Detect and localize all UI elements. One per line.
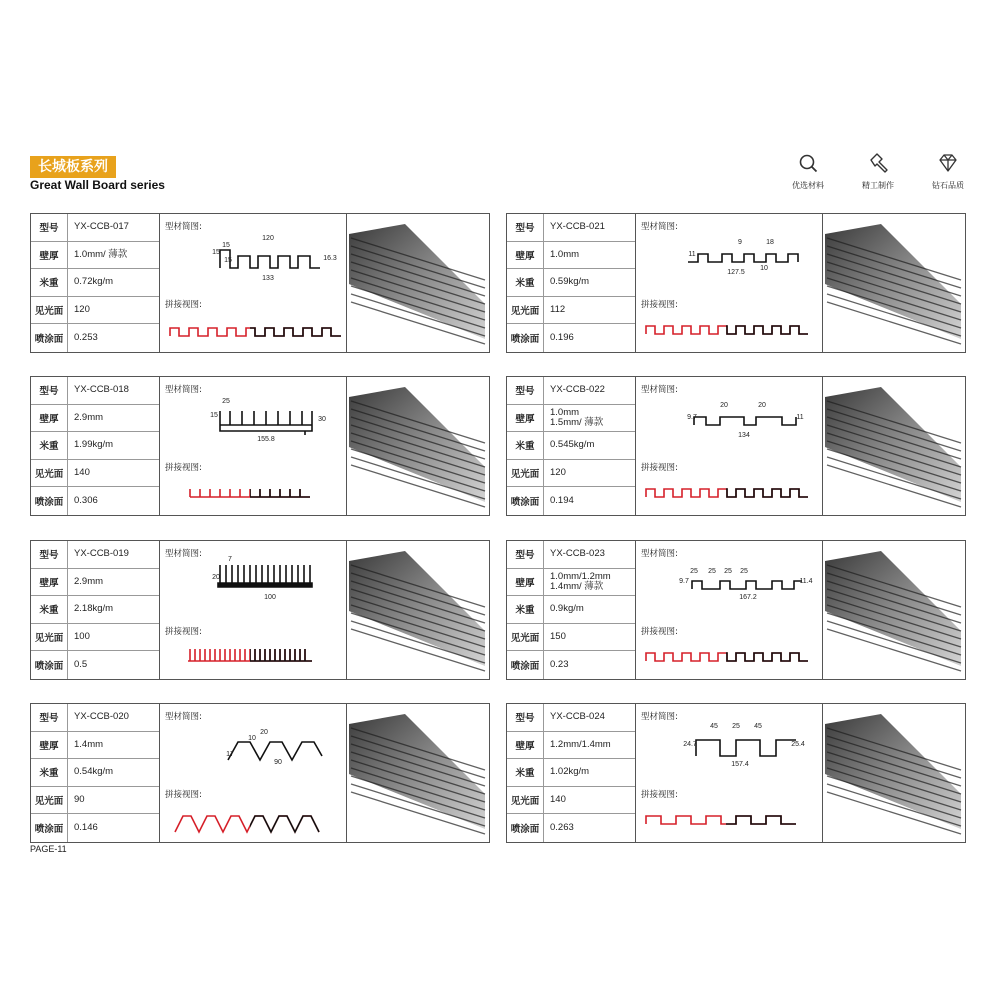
spec-value-sprayed: 0.253 (74, 332, 98, 344)
spec-key: 喷涂面 (507, 651, 544, 679)
spec-row (31, 704, 159, 732)
joint-outline-black (190, 489, 310, 497)
spec-row (507, 214, 635, 242)
spec-value-weight: 2.18kg/m (74, 603, 114, 615)
spec-row (507, 460, 635, 488)
spec-row (31, 541, 159, 569)
spec-key: 壁厚 (31, 242, 68, 269)
dimension-label: 11 (796, 414, 804, 421)
spec-value-model: YX-CCB-021 (550, 221, 605, 233)
dimension-label: 20 (212, 574, 220, 581)
spec-value-model: YX-CCB-019 (74, 548, 129, 560)
product-photo (345, 377, 489, 515)
spec-row (507, 405, 635, 433)
section-outline (220, 411, 312, 435)
spec-row (507, 624, 635, 652)
product-card (30, 703, 490, 843)
profile-drawing (160, 704, 346, 844)
spec-key: 壁厚 (507, 405, 544, 432)
spec-table (507, 377, 636, 515)
joint-drawing (646, 653, 808, 661)
spec-key: 喷涂面 (31, 487, 68, 515)
section-label: 型材简图: (165, 222, 202, 232)
joint-outline-black (175, 816, 319, 832)
spec-value-visible: 112 (550, 304, 566, 316)
profile-diagram (160, 541, 347, 679)
spec-row (507, 269, 635, 297)
spec-value-thickness: 1.4mm (74, 738, 104, 750)
product-card (30, 213, 490, 353)
spec-key: 见光面 (507, 624, 544, 651)
feature-craft (856, 152, 900, 191)
spec-value-model: YX-CCB-017 (74, 221, 129, 233)
spec-row (507, 297, 635, 325)
spec-value-model: YX-CCB-020 (74, 711, 129, 723)
spec-key: 壁厚 (31, 569, 68, 596)
section-drawing (687, 402, 804, 439)
spec-row (507, 541, 635, 569)
spec-row (507, 324, 635, 352)
spec-value-weight: 0.9kg/m (550, 603, 584, 615)
spec-row (31, 324, 159, 352)
section-drawing (683, 723, 805, 768)
spec-row (31, 405, 159, 433)
profile-diagram (636, 541, 823, 679)
dimension-label: 45 (710, 723, 718, 730)
joint-drawing (646, 326, 808, 334)
joint-outline-red (646, 816, 796, 824)
section-label: 型材简图: (165, 712, 202, 722)
spec-value-sprayed: 0.196 (550, 332, 574, 344)
dimension-label: 90 (274, 759, 282, 766)
spec-row (507, 732, 635, 760)
spec-row (507, 759, 635, 787)
profile-diagram (160, 704, 347, 842)
profile-drawing (160, 377, 346, 517)
dimension-label: 133 (262, 275, 274, 282)
dimension-label: 20 (758, 402, 766, 409)
spec-value-model: YX-CCB-022 (550, 384, 605, 396)
spec-key: 米重 (507, 759, 544, 786)
spec-key: 米重 (507, 269, 544, 296)
product-photo (821, 214, 965, 352)
dimension-label: 10 (760, 265, 768, 272)
spec-row (31, 651, 159, 679)
section-label: 型材简图: (165, 385, 202, 395)
dimension-label: 25 (724, 568, 732, 575)
spec-table (31, 214, 160, 352)
spec-key: 见光面 (31, 460, 68, 487)
spec-value-sprayed: 0.263 (550, 822, 574, 834)
spec-row (31, 242, 159, 270)
spec-value-thickness: 1.2mm/1.4mm (550, 738, 611, 750)
spec-value-model: YX-CCB-024 (550, 711, 605, 723)
spec-key: 米重 (31, 432, 68, 459)
section-outline (688, 254, 798, 262)
spec-row (507, 651, 635, 679)
product-card (506, 540, 966, 680)
dimension-label: 11 (688, 251, 696, 258)
spec-row (31, 624, 159, 652)
dimension-label: 18 (766, 239, 774, 246)
series-title-en: Great Wall Board series (30, 178, 165, 192)
spec-row (31, 432, 159, 460)
section-outline (218, 565, 312, 587)
dimension-label: 157.4 (731, 761, 749, 768)
spec-value-visible: 120 (74, 304, 90, 316)
product-photo (345, 541, 489, 679)
product-photo (821, 704, 965, 842)
joint-label: 拼接视图: (641, 463, 678, 473)
profile-diagram (160, 377, 347, 515)
profile-diagram (636, 214, 823, 352)
joint-label: 拼接视图: (165, 463, 202, 473)
dimension-label: 127.5 (727, 269, 745, 276)
section-drawing (212, 235, 337, 282)
spec-value-visible: 100 (74, 631, 90, 643)
joint-drawing (190, 489, 310, 497)
dimension-label: 30 (318, 416, 326, 423)
dimension-label: 25 (732, 723, 740, 730)
spec-value-model: YX-CCB-018 (74, 384, 129, 396)
spec-row (31, 297, 159, 325)
spec-key: 见光面 (31, 787, 68, 814)
profile-drawing (636, 377, 822, 517)
dimension-label: 11.4 (799, 578, 813, 585)
spec-value-thickness: 2.9mm (74, 411, 104, 423)
spec-row (507, 487, 635, 515)
spec-row (507, 814, 635, 842)
spec-row (31, 787, 159, 815)
spec-key: 型号 (31, 377, 68, 404)
spec-value-sprayed: 0.23 (550, 659, 569, 671)
spec-key: 喷涂面 (507, 487, 544, 515)
feature-label: 精工制作 (862, 181, 894, 190)
section-label: 型材简图: (641, 222, 678, 232)
product-photo (345, 214, 489, 352)
spec-value-weight: 0.545kg/m (550, 439, 595, 451)
spec-value-weight: 0.72kg/m (74, 276, 114, 288)
spec-key: 见光面 (31, 297, 68, 324)
dimension-label: 9.7 (679, 578, 689, 585)
spec-table (507, 704, 636, 842)
spec-key: 型号 (507, 214, 544, 241)
spec-value-thickness: 1.0mm/ 薄款 (74, 248, 128, 260)
product-photo-frame (345, 704, 489, 842)
spec-key: 壁厚 (507, 242, 544, 269)
spec-value-sprayed: 0.146 (74, 822, 98, 834)
spec-key: 喷涂面 (31, 651, 68, 679)
spec-key: 壁厚 (507, 569, 544, 596)
spec-row (507, 569, 635, 597)
dimension-label: 155.8 (257, 436, 275, 443)
spec-row (507, 787, 635, 815)
spec-key: 型号 (507, 377, 544, 404)
section-label: 型材简图: (641, 549, 678, 559)
spec-row (31, 596, 159, 624)
product-photo (821, 377, 965, 515)
spec-key: 见光面 (31, 624, 68, 651)
spec-value-visible: 90 (74, 794, 85, 806)
spec-key: 见光面 (507, 460, 544, 487)
profile-drawing (636, 541, 822, 681)
spec-value-sprayed: 0.194 (550, 495, 574, 507)
product-photo-frame (345, 214, 489, 352)
spec-table (507, 214, 636, 352)
section-outline (694, 417, 796, 425)
feature-label: 优选材料 (792, 181, 824, 190)
feature-icons (786, 152, 970, 191)
dimension-label: 9.7 (687, 414, 697, 421)
joint-outline-black (646, 326, 808, 334)
spec-row (31, 732, 159, 760)
product-photo (345, 704, 489, 842)
dimension-label: 7 (228, 556, 232, 563)
spec-value-weight: 1.02kg/m (550, 766, 590, 778)
hammer-icon (867, 152, 889, 174)
joint-drawing (170, 328, 341, 336)
joint-drawing (646, 816, 796, 824)
dimension-label: 167.2 (739, 594, 757, 601)
feature-label: 钻石品质 (932, 181, 964, 190)
joint-outline-black (646, 653, 808, 661)
profile-drawing (636, 704, 822, 844)
spec-key: 米重 (31, 269, 68, 296)
spec-value-visible: 150 (550, 631, 566, 643)
dimension-label: 25 (708, 568, 716, 575)
joint-outline-black (170, 328, 341, 336)
spec-table (31, 704, 160, 842)
spec-key: 型号 (507, 541, 544, 568)
spec-key: 喷涂面 (507, 814, 544, 842)
diamond-icon (937, 152, 959, 174)
spec-row (31, 377, 159, 405)
spec-key: 型号 (507, 704, 544, 731)
dimension-label: 16.3 (323, 255, 337, 262)
dimension-label: 20 (720, 402, 728, 409)
profile-drawing (160, 214, 346, 354)
spec-row (507, 704, 635, 732)
spec-key: 喷涂面 (31, 814, 68, 842)
product-card (506, 213, 966, 353)
dimension-label: 15 (224, 257, 232, 264)
spec-key: 米重 (31, 759, 68, 786)
spec-row (31, 214, 159, 242)
joint-drawing (188, 649, 312, 661)
dimension-label: 20 (260, 729, 268, 736)
spec-row (507, 242, 635, 270)
joint-label: 拼接视图: (165, 627, 202, 637)
section-drawing (226, 729, 322, 766)
dimension-label: 15 (210, 412, 218, 419)
spec-row (31, 759, 159, 787)
spec-value-sprayed: 0.5 (74, 659, 88, 671)
spec-row (507, 432, 635, 460)
spec-table (507, 541, 636, 679)
section-outline (696, 740, 796, 756)
spec-value-thickness: 1.0mm (550, 248, 580, 260)
spec-key: 壁厚 (31, 732, 68, 759)
spec-value-model: YX-CCB-023 (550, 548, 605, 560)
spec-key: 米重 (31, 596, 68, 623)
profile-diagram (160, 214, 347, 352)
spec-row (31, 269, 159, 297)
spec-key: 米重 (507, 432, 544, 459)
section-label: 型材简图: (165, 549, 202, 559)
section-label: 型材简图: (641, 712, 678, 722)
dimension-label: 15 (222, 242, 230, 249)
spec-value-thickness: 1.0mm 1.5mm/ 薄款 (550, 406, 604, 428)
joint-label: 拼接视图: (165, 300, 202, 310)
product-photo-frame (821, 377, 965, 515)
spec-value-visible: 140 (74, 467, 90, 479)
product-card (30, 376, 490, 516)
dimension-label: 25 (222, 398, 230, 405)
spec-value-visible: 140 (550, 794, 566, 806)
section-drawing (210, 398, 326, 443)
joint-label: 拼接视图: (641, 627, 678, 637)
spec-key: 型号 (31, 704, 68, 731)
dimension-label: 10 (248, 735, 256, 742)
section-outline (220, 250, 320, 268)
spec-key: 喷涂面 (31, 324, 68, 352)
spec-row (31, 569, 159, 597)
section-drawing (212, 556, 312, 601)
product-card (30, 540, 490, 680)
dimension-label: 120 (262, 235, 274, 242)
spec-value-weight: 0.54kg/m (74, 766, 114, 778)
joint-drawing (175, 816, 319, 832)
spec-row (31, 814, 159, 842)
dimension-label: 25 (740, 568, 748, 575)
joint-label: 拼接视图: (641, 300, 678, 310)
spec-key: 喷涂面 (507, 324, 544, 352)
joint-label: 拼接视图: (165, 790, 202, 800)
profile-drawing (160, 541, 346, 681)
product-photo-frame (821, 541, 965, 679)
spec-row (31, 487, 159, 515)
joint-label: 拼接视图: (641, 790, 678, 800)
spec-key: 米重 (507, 596, 544, 623)
joint-outline-black (646, 489, 808, 497)
spec-row (507, 596, 635, 624)
dimension-label: 134 (738, 432, 750, 439)
product-photo (821, 541, 965, 679)
dimension-label: 100 (264, 594, 276, 601)
spec-value-visible: 120 (550, 467, 566, 479)
spec-row (507, 377, 635, 405)
joint-drawing (646, 489, 808, 497)
dimension-label: 45 (754, 723, 762, 730)
spec-key: 壁厚 (31, 405, 68, 432)
spec-value-thickness: 1.0mm/1.2mm 1.4mm/ 薄款 (550, 570, 611, 592)
product-card (506, 376, 966, 516)
feature-quality (926, 152, 970, 191)
spec-key: 型号 (31, 214, 68, 241)
spec-table (31, 541, 160, 679)
dimension-label: 15 (212, 249, 220, 256)
spec-key: 壁厚 (507, 732, 544, 759)
profile-diagram (636, 377, 823, 515)
spec-row (31, 460, 159, 488)
profile-diagram (636, 704, 823, 842)
feature-material (786, 152, 830, 191)
section-label: 型材简图: (641, 385, 678, 395)
joint-outline-red (175, 816, 319, 832)
product-photo-frame (821, 704, 965, 842)
section-drawing (679, 568, 813, 601)
spec-value-weight: 1.99kg/m (74, 439, 114, 451)
dimension-label: 25.4 (791, 741, 805, 748)
dimension-label: 17 (226, 751, 234, 758)
section-outline (228, 742, 322, 760)
product-photo-frame (345, 377, 489, 515)
product-photo-frame (345, 541, 489, 679)
dimension-label: 25 (690, 568, 698, 575)
spec-table (31, 377, 160, 515)
spec-key: 见光面 (507, 787, 544, 814)
spec-value-weight: 0.59kg/m (550, 276, 590, 288)
product-photo-frame (821, 214, 965, 352)
spec-key: 见光面 (507, 297, 544, 324)
magnifier-icon (797, 152, 819, 174)
section-outline (692, 581, 802, 589)
spec-key: 型号 (31, 541, 68, 568)
spec-value-sprayed: 0.306 (74, 495, 98, 507)
dimension-label: 24.7 (683, 741, 697, 748)
spec-value-thickness: 2.9mm (74, 575, 104, 587)
series-title-cn: 长城板系列 (30, 156, 116, 178)
dimension-label: 9 (738, 239, 742, 246)
page-number: PAGE-11 (30, 844, 67, 854)
section-drawing (688, 239, 798, 276)
joint-outline-black (188, 649, 312, 661)
profile-drawing (636, 214, 822, 354)
product-card (506, 703, 966, 843)
